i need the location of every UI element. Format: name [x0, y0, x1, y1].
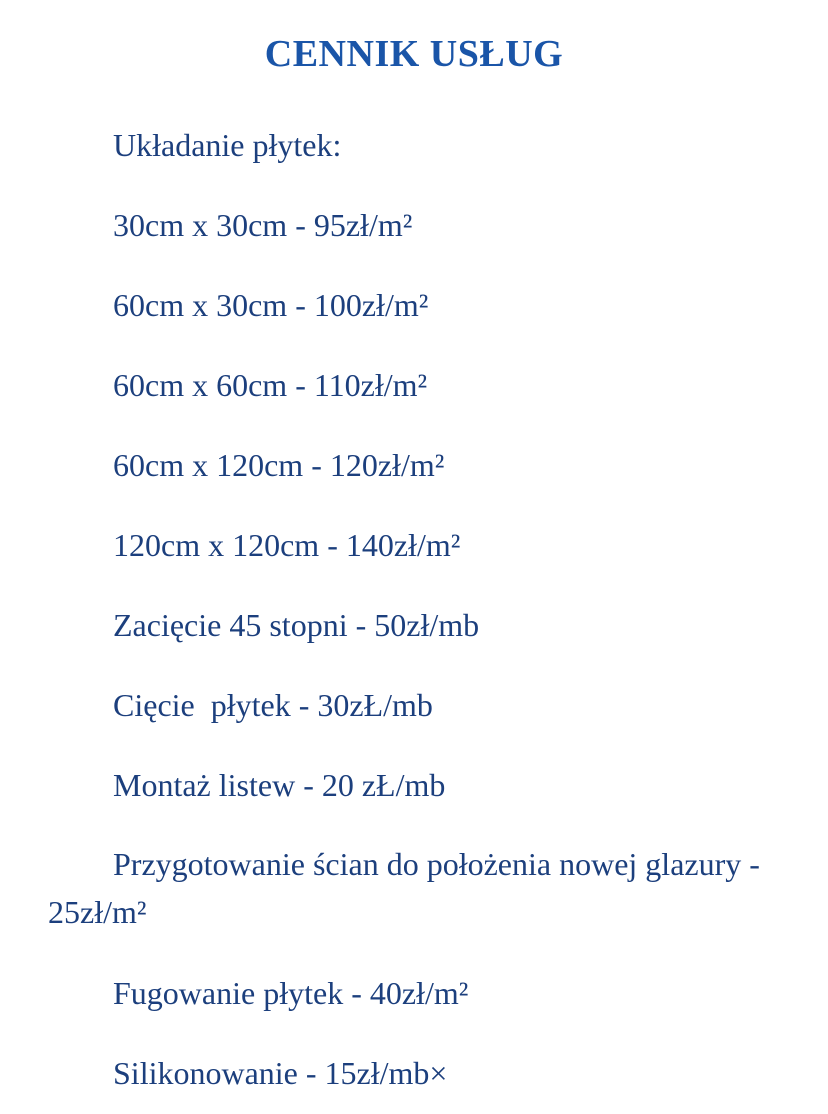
price-item: Fugowanie płytek - 40zł/m²: [113, 975, 469, 1011]
price-item: 120cm x 120cm - 140zł/m²: [113, 527, 461, 563]
price-item: Silikonowanie - 15zł/mb×: [113, 1055, 448, 1091]
price-item: 60cm x 60cm - 110zł/m²: [113, 367, 428, 403]
price-item: 60cm x 30cm - 100zł/m²: [113, 287, 429, 323]
price-item: 30cm x 30cm - 95zł/m²: [113, 207, 413, 243]
price-item-wrapped: Przygotowanie ścian do położenia nowej glazury - 25zł/m²: [48, 846, 760, 930]
price-item: Cięcie płytek - 30zŁ/mb: [113, 687, 433, 723]
price-item: Montaż listew - 20 zŁ/mb: [113, 767, 446, 803]
page-title: CENNIK USŁUG: [264, 33, 564, 75]
price-item: 60cm x 120cm - 120zł/m²: [113, 447, 445, 483]
section-heading: Układanie płytek:: [113, 127, 342, 163]
price-item: Zacięcie 45 stopni - 50zł/mb: [113, 607, 480, 643]
